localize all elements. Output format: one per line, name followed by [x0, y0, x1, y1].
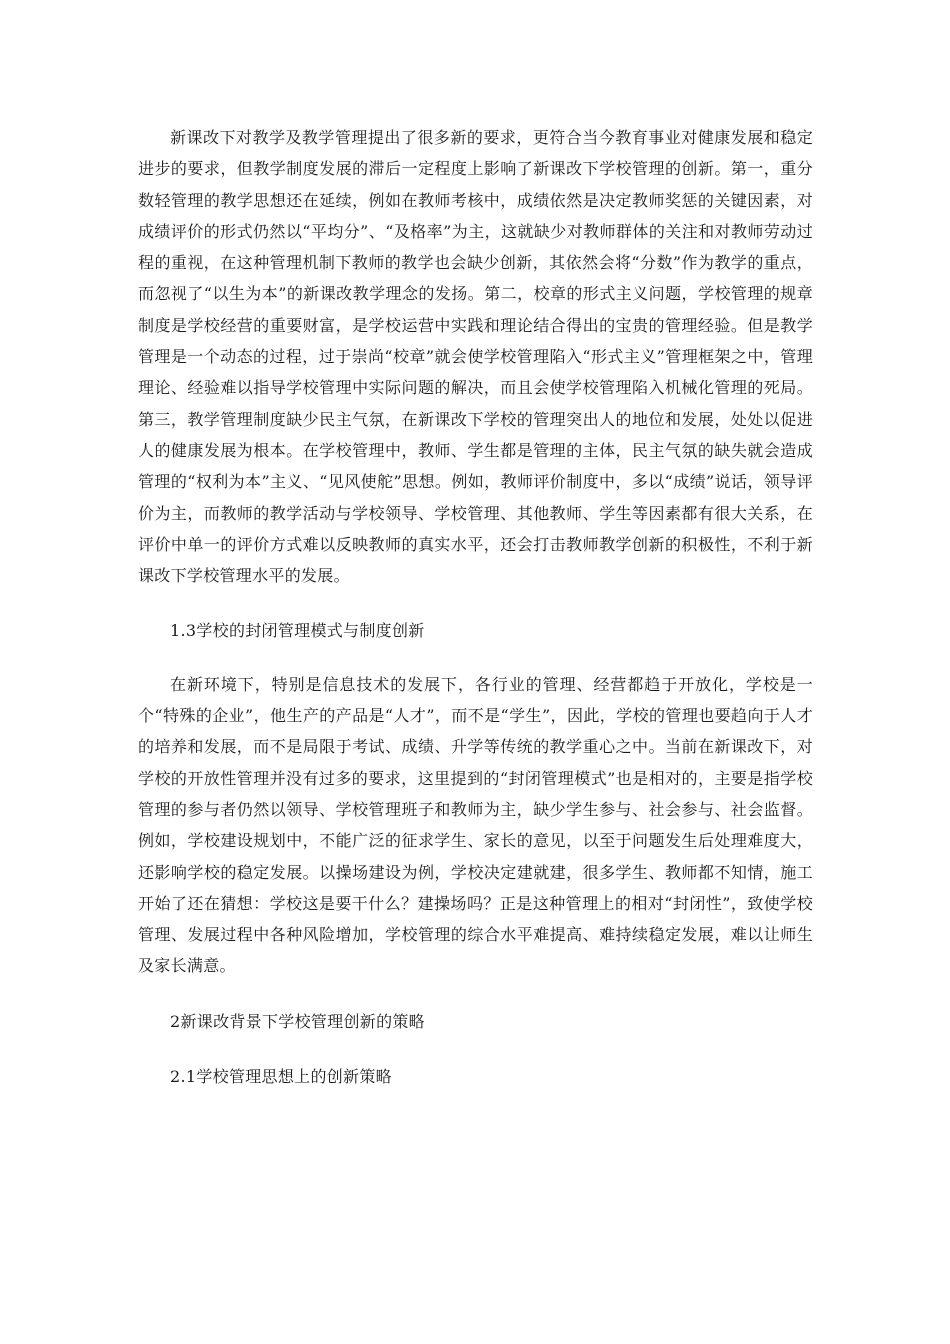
- document-body: [138, 122, 813, 1092]
- section-heading-1-3: 1.3学校的封闭管理模式与制度创新: [170, 621, 425, 641]
- section-heading-2: 2新课改背景下学校管理创新的策略: [170, 1011, 425, 1031]
- section-heading-2-1: 2.1学校管理思想上的创新策略: [170, 1067, 392, 1087]
- paragraph-teaching-system: 新课改下对教学及教学管理提出了很多新的要求，更符合当今教育事业对健康发展和稳定进步的要求，但教学制度发展的滞后一定程度上影响了新课改下学校管理的创新。第一，重分数轻管理的教学思想还在延续，例如在教师考核中，成绩依然是决定教师奖惩的关键因素，对成绩评价的形式仍然以“平均分”、“及格率”为主，这就缺少对教师群体的关注和对教师劳动过程的重视，在这种管理机制下教师的教学也会缺少创新，其依然会将“分数”作为教学的重点，而忽视了“以生为本”的新课改教学理念的发扬。第二，校章的形式主义问题，学校管理的规章制度是学校经营的重要财富，是学校运营中实践和理论结合得出的宝贵的管理经验。但是教学管理是一个动态的过程，过于崇尚“校章”就会使学校管理陷入“形式主义”管理框架之中，管理理论、经验难以指导学校管理中实际问题的解决，而且会使学校管理陷入机械化管理的死局。第三，教学管理制度缺少民主气氛，在新课改下学校的管理突出人的地位和发展，处处以促进人的健康发展为根本。在学校管理中，教师、学生都是管理的主体，民主气氛的缺失就会造成管理的“权利为本”主义、“见风使舵”思想。例如，教师评价制度中，多以“成绩”说话，领导评价为主，而教师的教学活动与学校领导、学校管理、其他教师、学生等因素都有很大关系，在评价中单一的评价方式难以反映教师的真实水平，还会打击教师教学创新的积极性，不利于新课改下学校管理水平的发展。: [138, 128, 813, 586]
- paragraph-closed-management: 在新环境下，特别是信息技术的发展下，各行业的管理、经营都趋于开放化，学校是一个“特殊的企业”，他生产的产品是“人才”，而不是“学生”，因此，学校的管理也要趋向于人才的培养和发展，而不是局限于考试、成绩、升学等传统的教学重心之中。当前在新课改下，对学校的开放性管理并没有过多的要求，这里提到的“封闭管理模式”也是相对的，主要是指学校管理的参与者仍然以领导、学校管理班子和教师为主，缺少学生参与、社会参与、社会监督。例如，学校建设规划中，不能广泛的征求学生、家长的意见，以至于问题发生后处理难度大，还影响学校的稳定发展。以操场建设为例，学校决定建就建，很多学生、教师都不知情，施工开始了还在猜想：学校这是要干什么？建操场吗？正是这种管理上的相对“封闭性”，致使学校管理、发展过程中各种风险增加，学校管理的综合水平难提高、难持续稳定发展，难以让师生及家长满意。: [138, 674, 813, 976]
